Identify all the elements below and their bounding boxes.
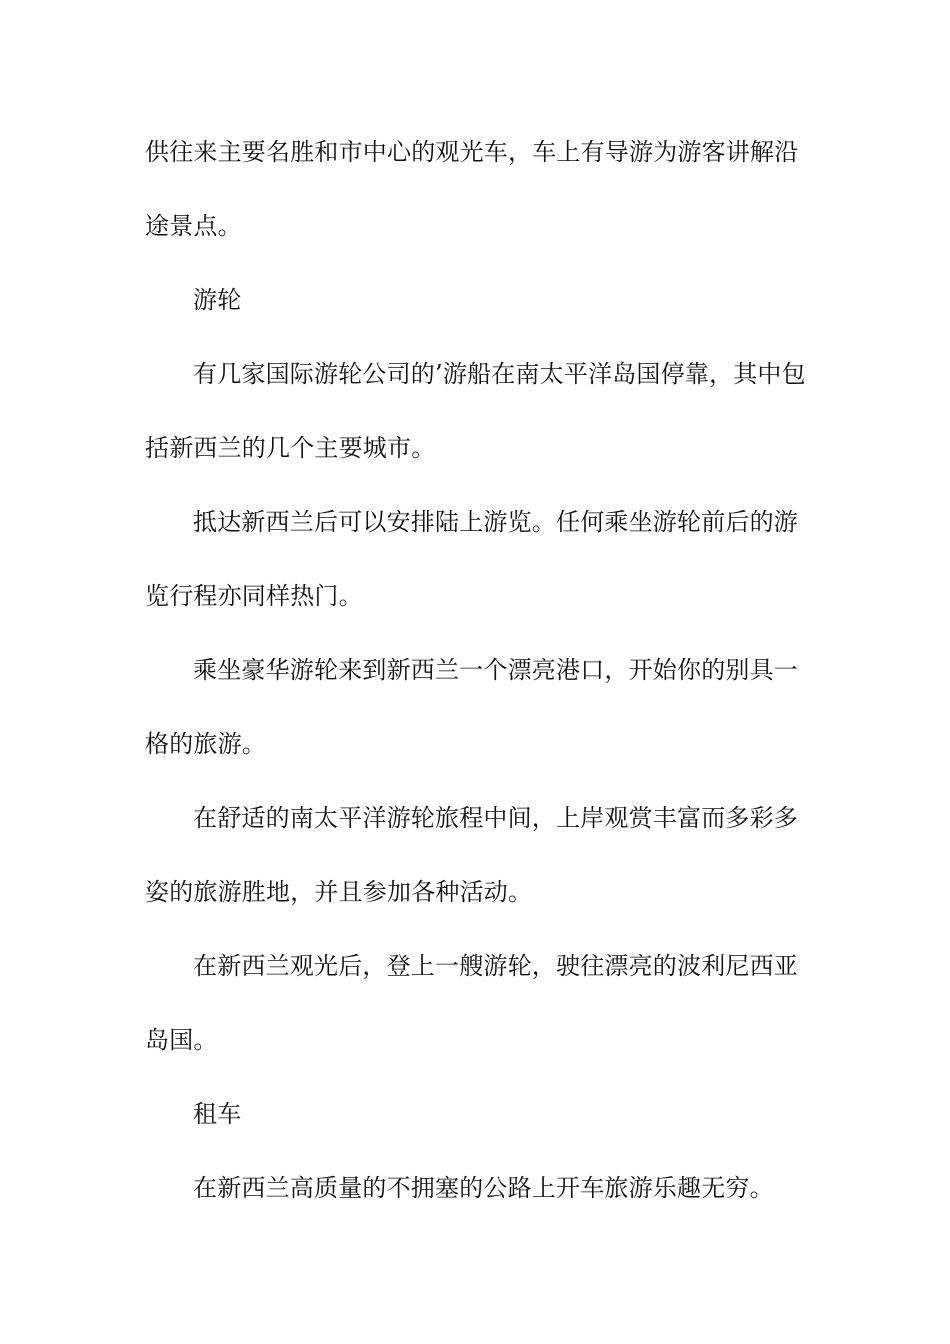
paragraph-line: 在新西兰高质量的不拥塞的公路上开车旅游乐趣无穷。 [193, 1174, 774, 1202]
paragraph-line: 有几家国际游轮公司的’游船在南太平洋岛国停靠，其中包 [193, 360, 806, 388]
paragraph-line: 在舒适的南太平洋游轮旅程中间，上岸观赏丰富而多彩多 [193, 804, 798, 832]
paragraph-line: 供往来主要名胜和市中心的观光车，车上有导游为游客讲解沿 [145, 138, 799, 166]
paragraph-line: 岛国。 [145, 1026, 218, 1054]
paragraph-line: 在新西兰观光后，登上一艘游轮，驶往漂亮的波利尼西亚 [193, 952, 798, 980]
paragraph-line: 姿的旅游胜地，并且参加各种活动。 [145, 878, 533, 906]
section-heading-cruise: 游轮 [193, 286, 242, 314]
paragraph-line: 乘坐豪华游轮来到新西兰一个漂亮港口，开始你的别具一 [193, 656, 798, 684]
paragraph-line: 格的旅游。 [145, 730, 266, 758]
paragraph-line: 抵达新西兰后可以安排陆上游览。任何乘坐游轮前后的游 [193, 508, 798, 536]
section-heading-car-rental: 租车 [193, 1100, 242, 1128]
paragraph-line: 览行程亦同样热门。 [145, 582, 363, 610]
paragraph-line: 途景点。 [145, 212, 242, 240]
paragraph-line: 括新西兰的几个主要城市。 [145, 434, 436, 462]
